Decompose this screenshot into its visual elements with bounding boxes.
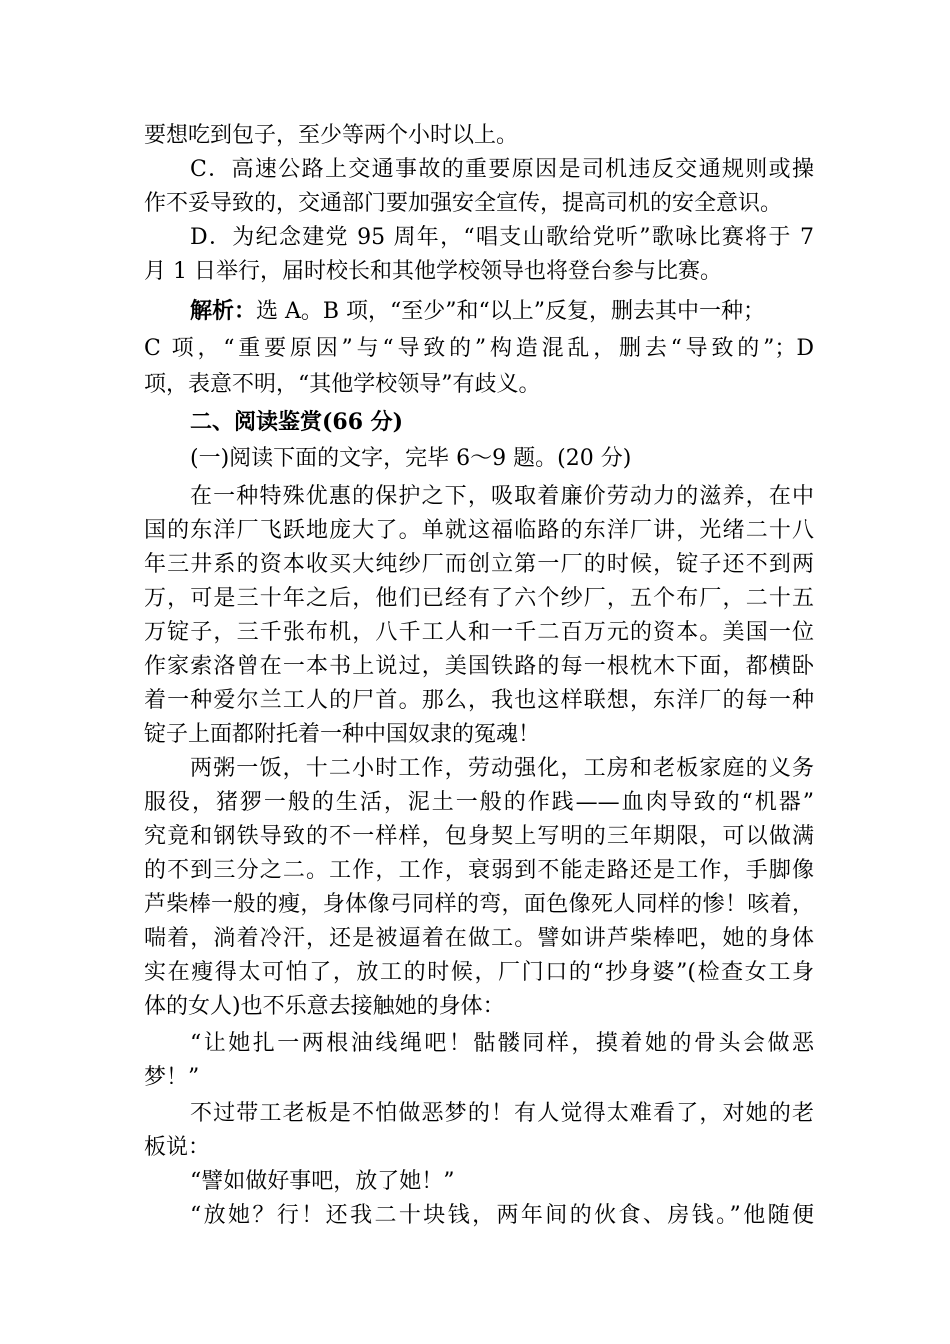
passage-line: 锭子上面都附托着一种中国奴隶的冤魂！ — [144, 722, 541, 747]
passage-line: 万锭子，三千张布机，八千工人和一千二百万元的资本。美国一位 — [144, 620, 814, 645]
passage-line: 年三井系的资本收买大纯纱厂而创立第一厂的时候，锭子还不到两 — [144, 552, 814, 577]
analysis-line: 项，表意不明，“其他学校领导”有歧义。 — [144, 372, 541, 397]
passage-line: 着一种爱尔兰工人的尸首。那么，我也这样联想，东洋厂的每一种 — [144, 688, 814, 713]
passage-line: 究竟和钢铁导致的不一样样，包身契上写明的三年期限，可以做满 — [144, 824, 814, 849]
analysis-line — [190, 298, 814, 325]
section-heading: 二、阅读鉴赏(66 分) — [190, 409, 404, 435]
option-d-line: D．为纪念建党 95 周年，“唱支山歌给党听”歌咏比赛将于 7 — [190, 225, 814, 250]
text-line: 作不妥导致的，交通部门要加强安全宣传，提高司机的安全意识。 — [144, 191, 783, 216]
passage-line: “譬如做好事吧，放了她！” — [190, 1169, 455, 1194]
text-line: 要想吃到包子，至少等两个小时以上。 — [144, 123, 519, 148]
passage-line: 体的女人)也不乐意去接触她的身体： — [144, 994, 505, 1019]
passage-line: 芦柴棒一般的瘦，身体像弓同样的弯，面色像死人同样的惨！咳着， — [144, 892, 814, 917]
passage-line: 作家索洛曾在一本书上说过，美国铁路的每一根枕木下面，都横卧 — [144, 654, 814, 679]
passage-line: 板说： — [144, 1135, 211, 1160]
passage-line: “放她？行！还我二十块钱，两年间的伙食、房钱。”他随便 — [190, 1203, 814, 1228]
passage-line: 两粥一饭，十二小时工作，劳动强化，工房和老板家庭的义务 — [190, 756, 814, 781]
analysis-line: C 项，“重要原因”与“导致的”构造混乱，删去“导致的”；D — [144, 336, 814, 361]
passage-line: 梦！” — [144, 1065, 200, 1090]
passage-line: 实在瘦得太可怕了，放工的时候，厂门口的“抄身婆”(检查女工身 — [144, 960, 814, 985]
passage-line: 在一种特殊优惠的保护之下，吸取着廉价劳动力的滋养，在中 — [190, 484, 814, 509]
passage-line: 万，可是三十年之后，他们已经有了六个纱厂，五个布厂，二十五 — [144, 586, 814, 611]
text-line: 月 1 日举行，届时校长和其他学校领导也将登台参与比赛。 — [144, 259, 722, 284]
passage-line: “让她扎一两根油线绳吧！骷髅同样，摸着她的骨头会做恶 — [190, 1031, 814, 1056]
passage-line: 喘着，淌着冷汗，还是被逼着在做工。譬如讲芦柴棒吧，她的身体 — [144, 926, 814, 951]
passage-line: 国的东洋厂飞跃地庞大了。单就这福临路的东洋厂讲，光绪二十八 — [144, 518, 814, 543]
passage-line: 服役，猪猡一般的生活，泥土一般的作践——血肉导致的“机器” — [144, 790, 814, 815]
analysis-text: 选 A。B 项，“至少”和“以上”反复，删去其中一种； — [256, 299, 766, 324]
passage-line: 不过带工老板是不怕做恶梦的！有人觉得太难看了，对她的老 — [190, 1101, 814, 1126]
analysis-label: 解析： — [190, 298, 257, 324]
option-c-line: C．高速公路上交通事故的重要原因是司机违反交通规则或操 — [190, 157, 814, 182]
reading-instruction: (一)阅读下面的文字，完毕 6～9 题。(20 分) — [190, 446, 632, 471]
passage-line: 的不到三分之二。工作，工作，衰弱到不能走路还是工作，手脚像 — [144, 858, 814, 883]
